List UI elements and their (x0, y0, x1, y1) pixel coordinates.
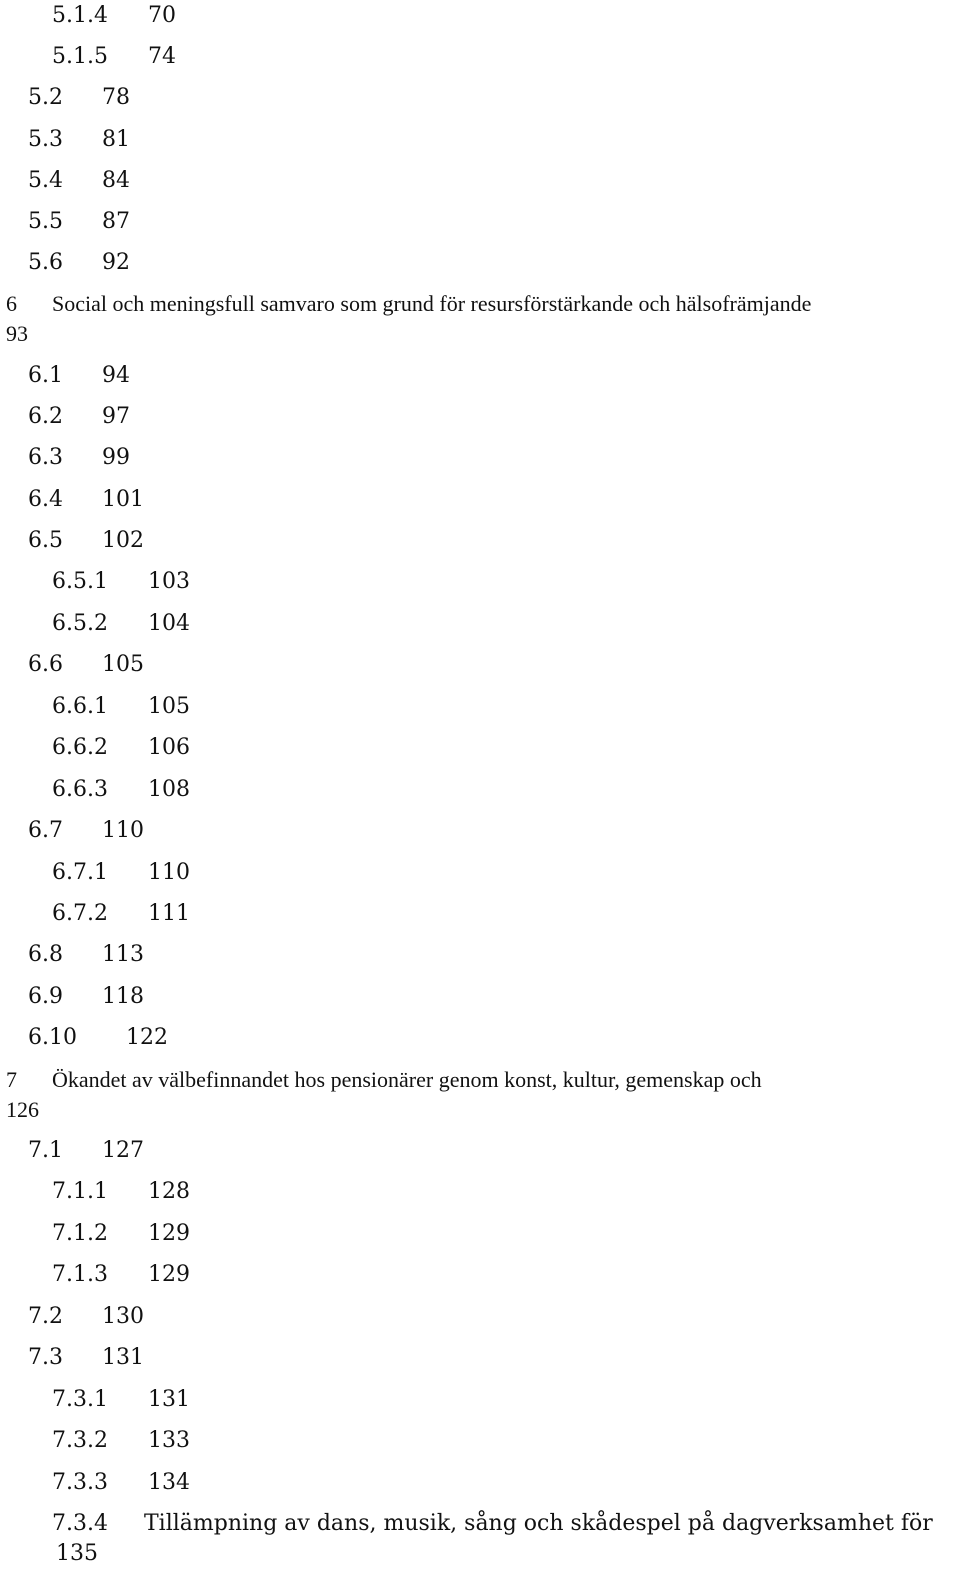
toc-entry-page-number: 105 (148, 694, 190, 719)
toc-entry-page-number: 134 (148, 1470, 190, 1495)
toc-entry-number: 7.3.4 (52, 1511, 108, 1536)
toc-entry-number: 7.3.3 (52, 1470, 108, 1495)
toc-entry-number: 7.3.2 (52, 1428, 108, 1453)
toc-entry-number: 6.10 (28, 1025, 77, 1050)
toc-entry-number: 6.5 (28, 528, 63, 553)
toc-entry-page-number: 102 (102, 528, 144, 553)
toc-entry-number: 6.1 (28, 363, 63, 388)
toc-entry-page-number: 81 (102, 127, 130, 152)
toc-entry-title: Ökandet av välbefinnandet hos pensionärer genom konst, kultur, gemenskap och (52, 1067, 762, 1092)
toc-entry-number: 7 (6, 1067, 17, 1092)
toc-entry-page-number: 133 (148, 1428, 190, 1453)
toc-entry-number: 7.2 (28, 1304, 63, 1329)
toc-entry-page-number: 87 (102, 209, 130, 234)
toc-entry-number: 5.6 (28, 250, 63, 275)
toc-entry-page-number: 110 (148, 860, 190, 885)
toc-entry-page-number: 130 (102, 1304, 144, 1329)
toc-entry-page-number: 129 (148, 1262, 190, 1287)
toc-entry-page-number: 127 (102, 1138, 144, 1163)
toc-entry-number: 7.1.3 (52, 1262, 108, 1287)
toc-entry-number: 6.5.2 (52, 611, 108, 636)
toc-entry-number: 5.1.4 (52, 3, 108, 28)
toc-entry-number: 6.3 (28, 445, 63, 470)
toc-entry-number: 7.1 (28, 1138, 63, 1163)
toc-entry-page-number: 108 (148, 777, 190, 802)
toc-entry-number: 6.8 (28, 942, 63, 967)
toc-entry-page-number: 99 (102, 445, 130, 470)
toc-entry-first-line (6, 288, 811, 320)
toc-entry-page-number: 94 (102, 363, 130, 388)
toc-entry-number: 6.7.2 (52, 901, 108, 926)
toc-entry-page-number: 105 (102, 652, 144, 677)
toc-entry-number: 6.6.1 (52, 694, 108, 719)
toc-entry-number: 6.2 (28, 404, 63, 429)
toc-entry-page-number: 131 (102, 1345, 144, 1370)
toc-entry-page-number: 129 (148, 1221, 190, 1246)
toc-entry-page-number: 135 (56, 1541, 98, 1566)
toc-entry-title: Social och meningsfull samvaro som grund för resursförstärkande och hälsofrämjande (52, 291, 812, 316)
toc-entry-page-number: 118 (102, 984, 144, 1009)
toc-entry-page-number: 103 (148, 569, 190, 594)
toc-entry-page-number: 101 (102, 487, 144, 512)
toc-entry-number: 7.1.2 (52, 1221, 108, 1246)
toc-entry-number: 5.3 (28, 127, 63, 152)
toc-entry-number: 6.4 (28, 487, 63, 512)
toc-entry-page-number: 93 (6, 321, 28, 346)
toc-entry-page-number: 111 (148, 901, 190, 926)
toc-entry-page-number: 128 (148, 1179, 190, 1204)
toc-entry-number: 6.9 (28, 984, 63, 1009)
toc-entry-page-number: 92 (102, 250, 130, 275)
toc-entry-page-number: 78 (102, 85, 130, 110)
toc-entry-page-number: 97 (102, 404, 130, 429)
toc-entry-number: 6.5.1 (52, 569, 108, 594)
toc-entry-number: 5.2 (28, 85, 63, 110)
toc-entry-number: 6.7.1 (52, 860, 108, 885)
toc-entry-number: 7.1.1 (52, 1179, 108, 1204)
toc-entry-number: 7.3 (28, 1345, 63, 1370)
toc-entry-page-number: 84 (102, 168, 130, 193)
toc-entry-page-number: 106 (148, 735, 190, 760)
toc-entry-number: 6.7 (28, 818, 63, 843)
toc-entry-page-number: 74 (148, 44, 176, 69)
toc-entry-number: 6.6.3 (52, 777, 108, 802)
toc-entry-page-number: 110 (102, 818, 144, 843)
toc-entry-number: 5.5 (28, 209, 63, 234)
toc-entry-number: 6.6 (28, 652, 63, 677)
toc-entry-number: 6.6.2 (52, 735, 108, 760)
toc-entry-page-number: 122 (126, 1025, 168, 1050)
toc-entry-title: Tillämpning av dans, musik, sång och skådespel på dagverksamhet för (144, 1511, 933, 1536)
toc-entry-first-line (52, 1508, 933, 1540)
toc-entry-number: 5.1.5 (52, 44, 108, 69)
toc-entry-number: 6 (6, 291, 17, 316)
toc-entry-page-number: 131 (148, 1387, 190, 1412)
toc-entry-page-number: 126 (6, 1097, 39, 1122)
toc-entry-number: 5.4 (28, 168, 63, 193)
toc-entry-page-number: 104 (148, 611, 190, 636)
toc-entry-page-number: 113 (102, 942, 144, 967)
toc-entry-number: 7.3.1 (52, 1387, 108, 1412)
toc-entry-page-number: 70 (148, 3, 176, 28)
toc-entry-first-line (6, 1064, 762, 1096)
